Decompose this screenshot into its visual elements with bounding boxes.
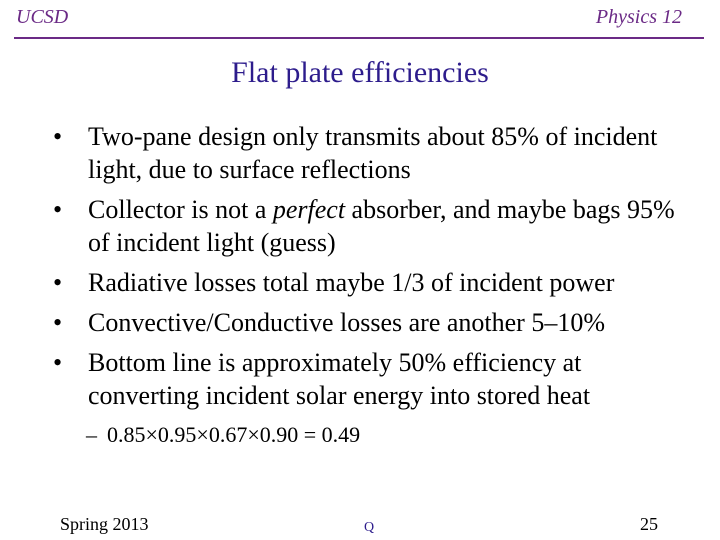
- bullet-text-after: absorber, and maybe bags 95% of incident light (guess): [88, 195, 675, 257]
- footer-term: Spring 2013: [60, 514, 149, 534]
- bullet-item-convective: [50, 306, 690, 339]
- bullet-marker: •: [53, 268, 63, 297]
- bullet-text: Bottom line is approximately 50% efficiency at converting incident solar energy into stored heat: [88, 348, 591, 410]
- bullet-marker: •: [53, 348, 63, 377]
- bullet-text-before: Collector is not a: [88, 195, 273, 224]
- slide-title: Flat plate efficiencies: [231, 56, 489, 89]
- bullet-text: Convective/Conductive losses are another 5–10%: [88, 308, 605, 337]
- course-name: Physics 12: [595, 6, 682, 28]
- bullet-text: Radiative losses total maybe 1/3 of incident power: [88, 268, 615, 297]
- footer-q-link[interactable]: Q: [364, 520, 375, 535]
- header-rule: [14, 37, 704, 39]
- bullet-item-bottom-line: [50, 346, 690, 412]
- sub-bullet-calculation: [86, 420, 360, 450]
- bullet-item-radiative: [50, 266, 690, 299]
- bullet-emphasis: perfect: [272, 195, 346, 224]
- bullet-item-absorber: [50, 193, 690, 259]
- sub-bullet-text: 0.85×0.95×0.67×0.90 = 0.49: [107, 422, 361, 447]
- bullet-list: [50, 120, 690, 419]
- bullet-item-transmission: [50, 120, 690, 186]
- bullet-marker: •: [53, 195, 63, 224]
- bullet-marker: •: [53, 122, 63, 151]
- bullet-text: Two-pane design only transmits about 85% of incident light, due to surface reflections: [88, 122, 658, 184]
- course-label: UCSD: [16, 6, 69, 28]
- slide-number: 25: [640, 514, 658, 534]
- bullet-marker: •: [53, 308, 63, 337]
- sub-bullet-dash: –: [86, 422, 97, 447]
